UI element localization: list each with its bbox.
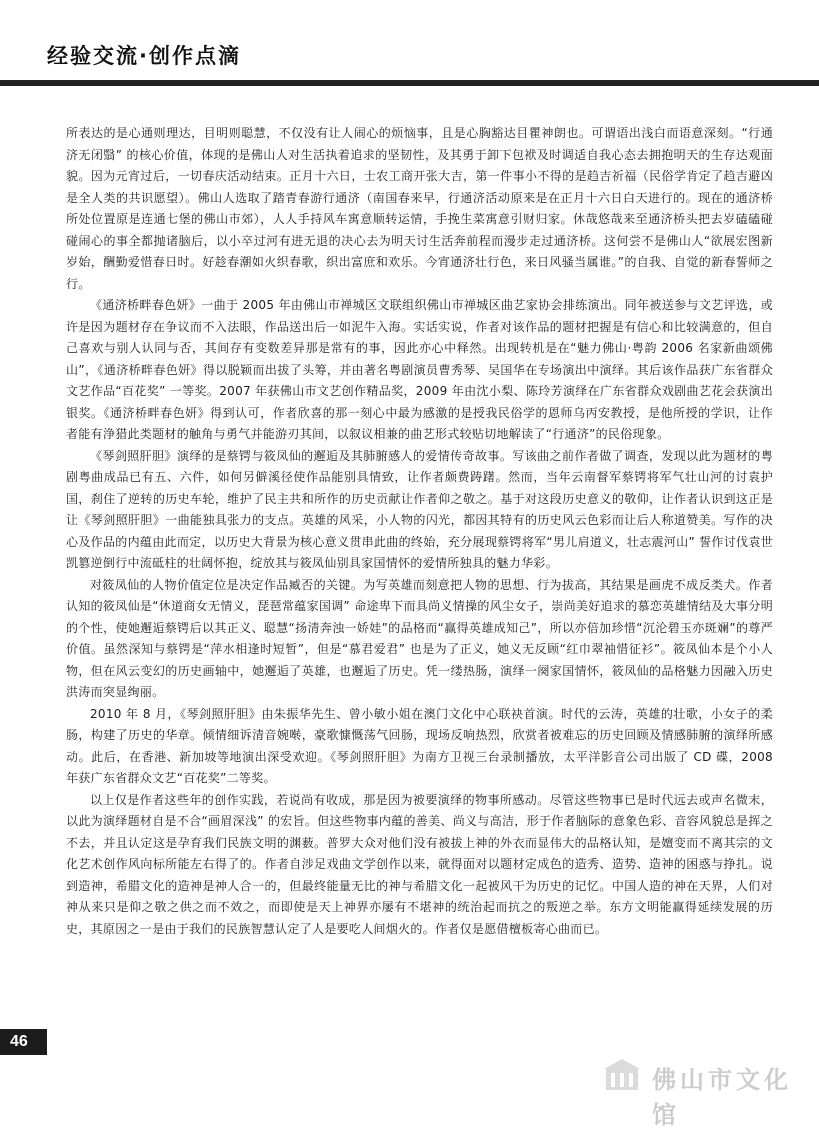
article-paragraph: 以上仅是作者这些年的创作实践，若说尚有收成，那是因为被要演绎的物事所感动。尽管这些物事已是时代远去或声名微末，以此为演绎题材自是不合“画眉深浅” 的宏旨。但这些物事内蕴的善美、尚义与高洁，形于作者脑际的意象色彩、音容风貌总是挥之不去，并且认定这是孕育我们民族文明的渊薮。普罗大众对他们没有被拔上神的外衣而显伟大的品格认知，是嬗变而不离其宗的文化艺术创作风向标所能左右得了的。作者自涉足戏曲文学创作以来，就得面对以题材定成色的造秀、造势、造神的困惑与挣扎。说到造神，希腊文化的造神是神人合一的，但最终能量无比的神与希腊文化一起被风干为历史的记忆。中国人造的神在天界，人们对神从来只是仰之敬之供之而不效之，而即使是天上神界亦屡有不堪神的统治起而抗之的叛逆之举。东方文明能赢得延续发展的历史，其原因之一是由于我们的民族智慧认定了人是要吃人间烟火的。作者仅是愿借檀板寄心曲而已。 [66,792,773,936]
article-paragraph: 《琴剑照肝胆》演绎的是蔡锷与筱凤仙的邂逅及其肺腑感人的爱情传奇故事。写该曲之前作者做了调查，发现以此为题材的粤剧粤曲成品已有五、六件，如何另僻溪径使作品能别具情致，让作者颇费踌躇。然而，当年云南督军蔡锷将军气壮山河的讨袁护国，刹住了逆转的历史车轮，维护了民主共和所作的历史贡献让作者仰之敬之。基于对这段历史意义的敬仰，让作者认识到这正是让《琴剑照肝胆》一曲能独具张力的支点。英雄的风采，小人物的闪光，都因其特有的历史风云色彩而让后人称道赞美。写作的决心及作品的内蕴由此而定，以历史大背景为核心意义贯串此曲的终始，充分展现蔡锷将军“男儿肩道义，壮志震河山” 誓作讨伐袁世凯篡逆倒行中流砥柱的壮阔怀抱，绽放其与筱凤仙别具家国情怀的爱情所独具的魅力华彩。 [66,448,773,570]
article-paragraph: 对筱凤仙的人物价值定位是决定作品臧否的关键。为写英雄而刻意把人物的思想、行为拔高，其结果是画虎不成反类犬。作者认知的筱凤仙是“休道商女无情义，琵琶常蕴家国调” 命途卑下而具尚义情操的风尘女子，崇尚美好追求的慕恋英雄情结及大事分明的个性，使她邂逅蔡锷后以其正义、聪慧“扬清奔浊一娇娃”的品格而“赢得英雄成知己”，所以亦倍加珍惜“沉沦碧玉亦斑斓”的尊严价值。虽然深知与蔡锷是“萍水相逢时短暂”，但是“慕君爱君” 也是为了正义，她义无反顾“红巾翠袖惜征衫”。筱凤仙本是个小人物，但在风云变幻的历史画轴中，她邂逅了英雄，也邂逅了历史。凭一缕热肠，演绎一阕家国情怀，筱凤仙的品格魅力因融入历史洪涛而突显绚丽。 [66,577,773,699]
page-number: 46 [0,1029,47,1055]
header-rule [0,80,819,86]
article-paragraph: 2010 年 8 月，《琴剑照肝胆》由朱振华先生、曾小敏小姐在澳门文化中心联袂首演。时代的云涛，英雄的壮歌，小女子的柔肠，构建了历史的华章。倾情细诉清音婉啭，豪歌慷慨荡气回肠，现场反响热烈，欣赏者被难忘的历史回顾及情感肺腑的演绎所感动。此后，在香港、新加坡等地演出深受欢迎。《琴剑照肝胆》为南方卫视三台录制播放，太平洋影音公司出版了 CD 碟，2008 年获广东省群众文艺“百花奖”二等奖。 [66,706,773,785]
page-header [0,0,819,90]
article-paragraph: 《通济桥畔春色妍》一曲于 2005 年由佛山市禅城区文联组织佛山市禅城区曲艺家协会排练演出。同年被送参与文艺评选，或许是因为题材存在争议而不入法眼，作品送出后一如泥牛入海。实话实说，作者对该作品的题材把握是有信心和比较满意的，但自己喜欢与别人认同与否，其间存有变数差异那是常有的事，因此亦心中释然。出现转机是在“魅力佛山·粤韵 2006 名家新曲颂佛山”，《通济桥畔春色妍》得以脱颖而出拔了头筹，并由著名粤剧演员曹秀琴、吴国华在专场演出中演绎。其后该作品获广东省群众文艺作品“百花奖” 一等奖。2007 年获佛山市文艺创作精品奖，2009 年由沈小梨、陈玲芳演绎在广东省群众戏剧曲艺花会获演出银奖。《通济桥畔春色妍》得到认可，作者欣喜的那一刻心中最为感激的是授我民俗学的恩师乌丙安教授，是他所授的学识，让作者能有浄猎此类题材的触角与勇气并能游刃其间，以叙议相兼的曲艺形式较贴切地解读了“行通济”的民俗现象。 [66,298,773,441]
building-logo-icon [604,1058,640,1092]
article-body [66,123,773,940]
article-paragraph: 所表达的是心通则理达，目明则聪慧，不仅没有让人闹心的烦恼事，且是心胸豁达目瞿神朗也。可谓语出浅白而语意深刻。“行通济无闭翳” 的核心价值，体现的是佛山人对生活执着追求的坚韧性，及其勇于卸下包袱及时调适自我心态去拥抱明天的生存达观面貌。因为元宵过后，一切春庆活动结束。正月十六日，士农工商开张大吉，第一件事小不得的是趋吉祈福（民俗学肯定了趋吉避凶是全人类的共识愿望）。佛山人选取了踏青春游行通济（南国春来早，行通济活动原来是在正月十六日白天进行的。现在的通济桥所处位置原是连通七堡的佛山市郊），人人手持风车寓意顺转运情，手挽生菜寓意引财归家。休哉悠哉来至通济桥头把去岁磕磕碰碰闹心的事全都抛诸脑后，以小卒过河有进无退的决心去为明天讨生活奔前程而漫步走过通济桥。这何尝不是佛山人“欲展宏图新岁始，酬勤爱惜春日时。好趁春潮如火织春歌，织出富庶和欢乐。今宵通济壮行色，来日风骚当属谁。”的自我、自觉的新春誓师之行。 [66,126,773,291]
section-title: 经验交流·创作点滴 [47,44,241,68]
watermark-text: 佛山市文化馆 [652,1065,792,1129]
watermark [604,1056,814,1129]
